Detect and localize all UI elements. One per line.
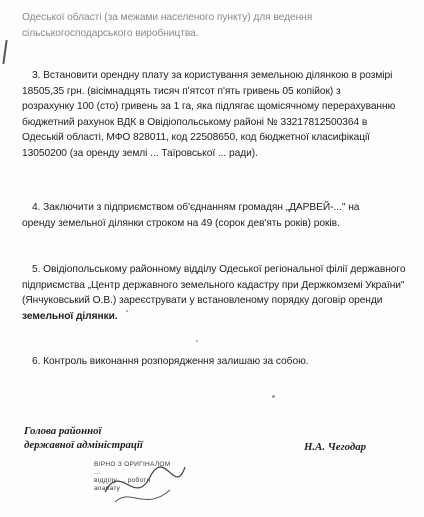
text-line: розрахунку 100 (сто) гривень за 1 га, яка підлягає щомісячному перерахуванню [22, 101, 396, 112]
text-line: 4. Заключити з підприємством об'єднанням громадян „ДАРВЕЙ-..." на [32, 202, 360, 213]
stamp-line: апарату [94, 485, 121, 492]
signature-title [24, 424, 143, 452]
text-line: Одеської області (за межами населеного пункту) для ведення [22, 12, 313, 23]
scan-speck [272, 395, 275, 398]
scan-speck [126, 310, 128, 312]
paragraph-top-fragment [22, 10, 406, 41]
signatory-name: Н.А. Чегодар [304, 441, 366, 453]
text-line: бюджетний рахунок ВДК в Овідіопольському районі № 33217812500364 в [22, 116, 368, 128]
text-line: Одеській області, МФО 828011, код 22508650, код бюджетної класифікації [22, 132, 370, 143]
text-line: 13050200 (за оренду землі ... Таїровської ... ради). [22, 147, 258, 159]
signature-title-line: державної адміністрації [24, 439, 143, 451]
text-line: земельної ділянки. [22, 310, 118, 322]
text-line: 3. Встановити орендну плату за користування земельною ділянкою в розмірі [32, 70, 393, 81]
stamp-line: відділу ... роботи [94, 477, 151, 484]
paragraph-item-6 [22, 354, 406, 370]
text-line: оренду земельної ділянки строком на 49 (сорок дев'ять років) років. [22, 217, 340, 229]
text-line: 5. Овідіопольському районному відділу Одеської регіональної філії державного [32, 264, 406, 275]
signature-title-line: Голова районної [24, 425, 102, 437]
paragraph-item-4 [22, 200, 406, 231]
stamp-line: ... [94, 469, 101, 476]
paragraph-item-5 [22, 262, 406, 324]
paragraph-item-3 [22, 68, 406, 161]
text-line: 18505,35 грн. (вісімнадцять тисяч п'ятсот п'ять гривень 05 копійок) з [22, 85, 341, 97]
signature-scribble [100, 452, 190, 514]
stamp-line: ВІРНО З ОРИГІНАЛОМ [94, 461, 171, 468]
text-line: підприємства „Центр державного земельного кадастру при Держкомземі України" [22, 279, 405, 291]
margin-mark [2, 40, 7, 64]
scan-speck [196, 340, 198, 342]
text-line: 6. Контроль виконання розпорядження залишаю за собою. [32, 356, 309, 367]
text-line: сільськогосподарського виробництва. [22, 27, 199, 39]
text-line: (Янчуковський О.В.) зареєструвати у встановленому порядку договір оренди [22, 295, 383, 306]
